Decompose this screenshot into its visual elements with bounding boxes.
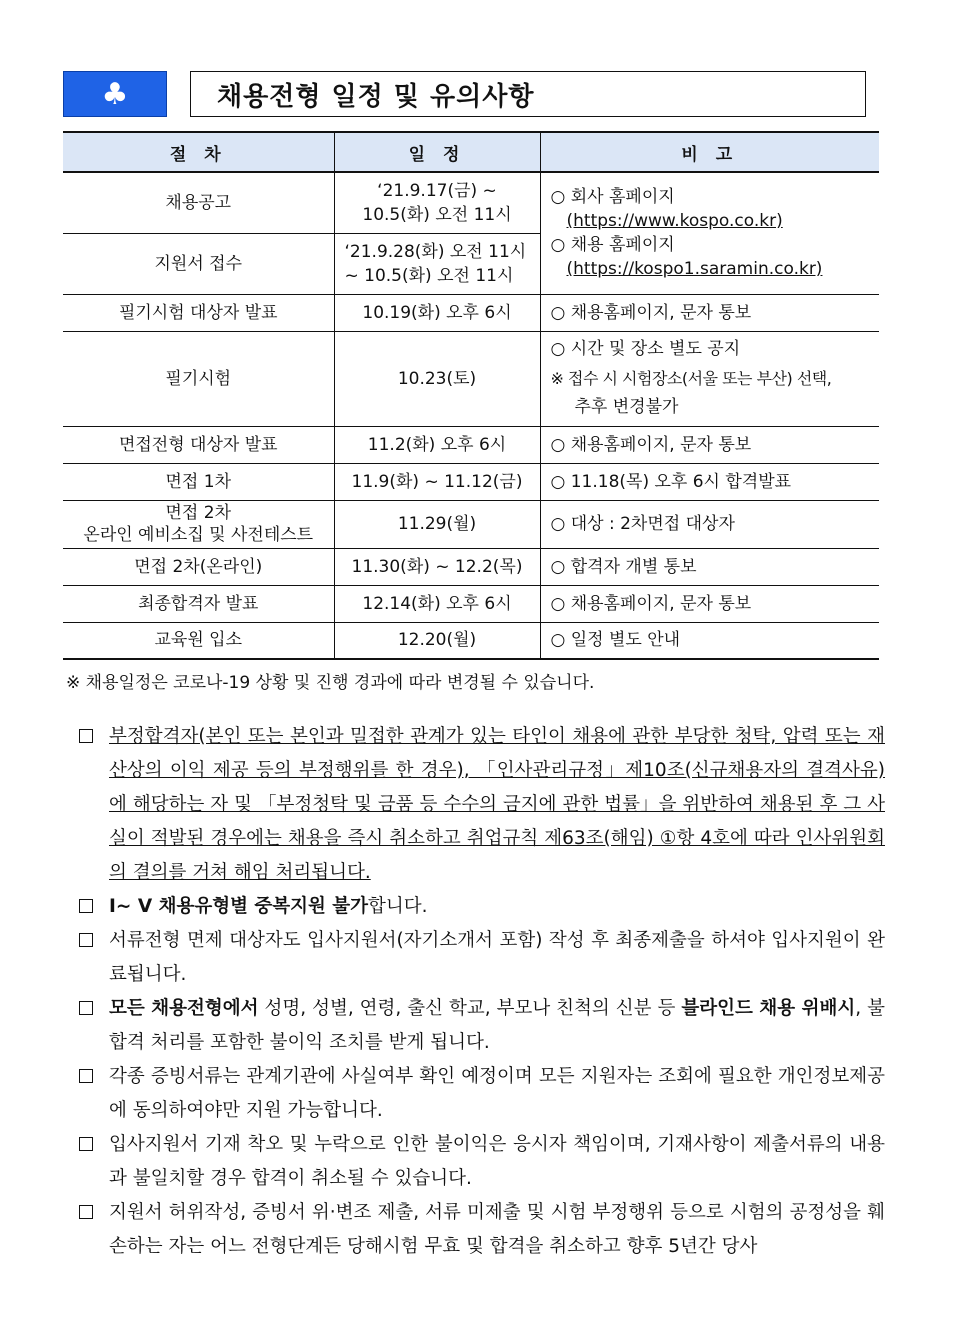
table-row (63, 294, 879, 331)
checkbox-square-icon (79, 1205, 93, 1219)
date-cell (334, 172, 540, 233)
notice-text: 성명, 성별, 연령, 출신 학교, 부모나 친척의 신분 등 (258, 998, 682, 1019)
checkbox-square-icon (79, 1001, 93, 1015)
note-line: ○ 시간 및 장소 별도 공지 (550, 339, 741, 359)
date-cell: 11.30(화) ~ 12.2(목) (334, 548, 540, 585)
section-title: 채용전형 일정 및 유의사항 (190, 71, 866, 117)
step-cell: 필기시험 대상자 발표 (63, 294, 334, 331)
date-cell: 11.9(화) ~ 11.12(금) (334, 463, 540, 500)
notice-text-bold: Ⅰ~ Ⅴ 채용유형별 중복지원 불가 (109, 896, 369, 917)
notice-item (79, 1060, 885, 1128)
notice-text: 지원서 허위작성, 증빙서 위·변조 제출, 서류 미제출 및 시험 부정행위 등으로 시험의 공정성을 훼손하는 자는 어느 전형단계든 당해시험 무효 및 합격을 취소하고 향후 5년간 당사 (109, 1202, 885, 1257)
notice-item (79, 924, 885, 992)
note-cell-homepage (540, 172, 879, 294)
date-cell: 11.29(월) (334, 500, 540, 548)
date-line: ‘21.9.28(화) 오전 11시 (344, 241, 527, 262)
date-cell: 11.2(화) 오후 6시 (334, 426, 540, 463)
step-line: 온라인 예비소집 및 사전테스트 (83, 525, 314, 545)
notice-text-bold: 모든 채용전형에서 (109, 998, 259, 1019)
checkbox-square-icon (79, 729, 93, 743)
step-cell (63, 500, 334, 548)
step-cell: 최종합격자 발표 (63, 585, 334, 622)
note-cell: ○ 11.18(목) 오후 6시 합격발표 (540, 463, 879, 500)
schedule-table (63, 131, 879, 660)
note-line: 추후 변경불가 (574, 397, 679, 417)
column-header-step: 절 차 (63, 132, 334, 172)
note-line: ○ 회사 홈페이지 (550, 187, 675, 208)
column-header-note: 비 고 (540, 132, 879, 172)
notice-text: 합니다. (368, 896, 428, 917)
notice-list (79, 720, 885, 1264)
date-cell (334, 233, 540, 294)
date-cell: 10.19(화) 오후 6시 (334, 294, 540, 331)
notice-text: , 불합격 처리를 포함한 불이익 조치를 받게 됩니다. (109, 998, 885, 1053)
checkbox-square-icon (79, 1137, 93, 1151)
column-header-date: 일 정 (334, 132, 540, 172)
table-row (63, 622, 879, 659)
table-row (63, 426, 879, 463)
step-cell: 교육원 입소 (63, 622, 334, 659)
recruit-homepage-link[interactable]: (https://kospo1.saramin.co.kr) (566, 259, 823, 280)
step-cell: 지원서 접수 (63, 233, 334, 294)
company-homepage-link[interactable]: (https://www.kospo.co.kr) (566, 211, 783, 232)
step-cell: 필기시험 (63, 331, 334, 426)
checkbox-square-icon (79, 899, 93, 913)
notice-item (79, 992, 885, 1060)
note-line: ○ 채용 홈페이지 (550, 235, 675, 256)
date-line: ~ 10.5(화) 오전 11시 (344, 265, 514, 286)
date-line: ‘21.9.17(금) ~ (377, 180, 497, 201)
note-cell: ○ 일정 별도 안내 (540, 622, 879, 659)
notice-text-bold: 블라인드 채용 위배시 (681, 998, 856, 1019)
table-row (63, 585, 879, 622)
date-cell: 10.23(토) (334, 331, 540, 426)
note-cell: ○ 채용홈페이지, 문자 통보 (540, 294, 879, 331)
checkbox-square-icon (79, 1069, 93, 1083)
notice-text: 서류전형 면제 대상자도 입사지원서(자기소개서 포함) 작성 후 최종제출을 하셔야 입사지원이 완료됩니다. (109, 930, 885, 985)
checkbox-square-icon (79, 933, 93, 947)
club-icon: ♣ (63, 71, 167, 117)
note-cell: ○ 합격자 개별 통보 (540, 548, 879, 585)
note-cell: ○ 채용홈페이지, 문자 통보 (540, 585, 879, 622)
note-cell (540, 331, 879, 426)
notice-text: 입사지원서 기재 착오 및 누락으로 인한 불이익은 응시자 책임이며, 기재사항이 제출서류의 내용과 불일치할 경우 합격이 취소될 수 있습니다. (109, 1134, 885, 1189)
table-row (63, 548, 879, 585)
note-cell: ○ 채용홈페이지, 문자 통보 (540, 426, 879, 463)
step-line: 면접 2차 (165, 503, 231, 523)
table-row (63, 172, 879, 233)
step-cell: 면접전형 대상자 발표 (63, 426, 334, 463)
date-line: 10.5(화) 오전 11시 (362, 204, 512, 225)
note-cell: ○ 대상 : 2차면접 대상자 (540, 500, 879, 548)
table-row (63, 331, 879, 426)
table-row (63, 463, 879, 500)
notice-item (79, 1128, 885, 1196)
notice-text: 부정합격자(본인 또는 본인과 밀접한 관계가 있는 타인이 채용에 관한 부당한 청탁, 압력 또는 재산상의 이익 제공 등의 부정행위를 한 경우), 「인사관리규정」제10조(신규채용자의 결격사유)에 해당하는 자 및 「부정청탁 및 금품 등 수수의 금지에 관한 법률」을 위반하여 채용된 후 그 사실이 적발된 경우에는 채용을 즉시 취소하고 취업규칙 제63조(해임) ①항 4호에 따라 인사위원회의 결의를 거쳐 해임 처리됩니다. (109, 726, 885, 883)
notice-item (79, 720, 885, 890)
schedule-footnote: ※ 채용일정은 코로나-19 상황 및 진행 경과에 따라 변경될 수 있습니다. (66, 673, 595, 693)
step-cell: 면접 1차 (63, 463, 334, 500)
note-line: ※ 접수 시 시험장소(서울 또는 부산) 선택, (550, 369, 832, 388)
step-cell: 채용공고 (63, 172, 334, 233)
table-row (63, 500, 879, 548)
notice-text: 각종 증빙서류는 관계기관에 사실여부 확인 예정이며 모든 지원자는 조회에 필요한 개인정보제공에 동의하여야만 지원 가능합니다. (109, 1066, 885, 1121)
section-header (63, 71, 866, 117)
date-cell: 12.20(월) (334, 622, 540, 659)
notice-item (79, 890, 885, 924)
step-cell: 면접 2차(온라인) (63, 548, 334, 585)
date-cell: 12.14(화) 오후 6시 (334, 585, 540, 622)
table-header-row (63, 132, 879, 172)
notice-item (79, 1196, 885, 1264)
